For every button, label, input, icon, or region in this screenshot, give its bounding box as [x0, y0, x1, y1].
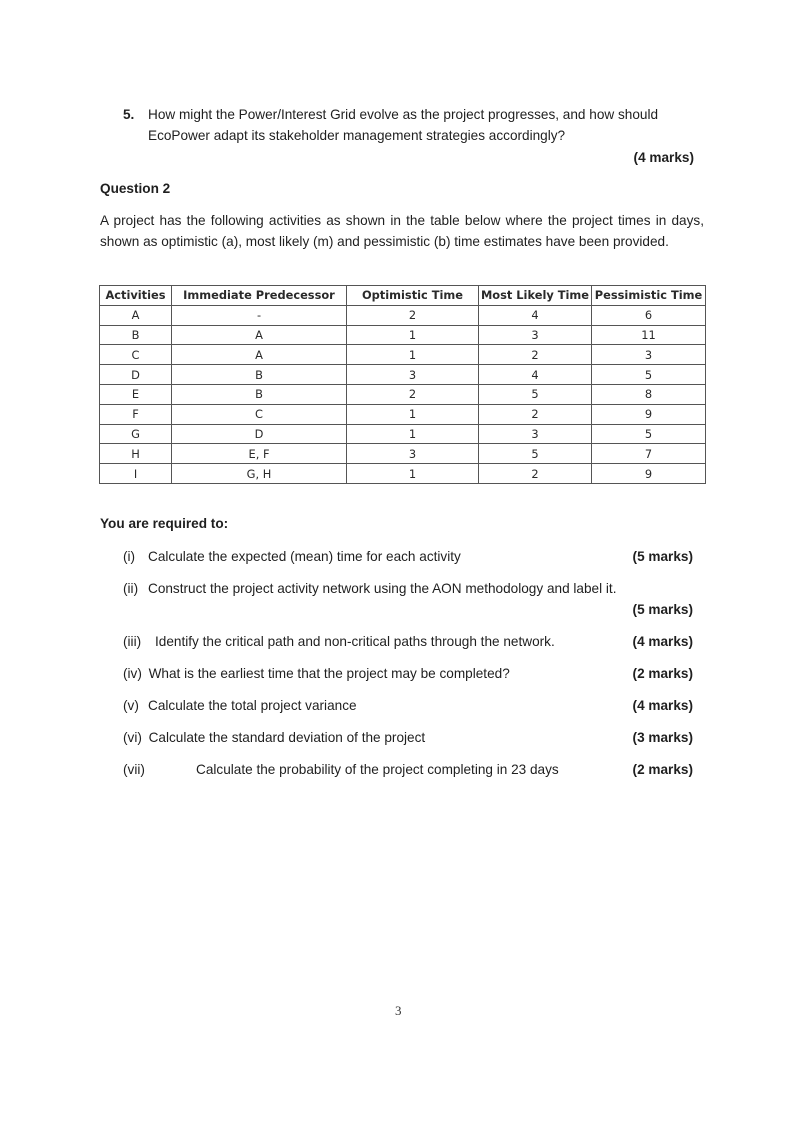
task-label: (i)	[123, 549, 136, 564]
table-cell: 4	[479, 365, 592, 385]
task-label: (iii)	[123, 634, 142, 649]
table-cell: 3	[592, 345, 706, 365]
table-cell: D	[100, 365, 172, 385]
task-marks: (4 marks)	[632, 634, 693, 649]
table-cell: 3	[347, 444, 479, 464]
table-cell: B	[172, 384, 347, 404]
task-text: Construct the project activity network using the AON methodology and label it.	[148, 581, 617, 596]
table-cell: 5	[592, 424, 706, 444]
table-row	[100, 424, 706, 444]
table-cell: G, H	[172, 464, 347, 484]
task-text: What is the earliest time that the project may be completed?	[148, 666, 510, 681]
task-marks: (4 marks)	[632, 698, 693, 713]
table-row	[100, 464, 706, 484]
table-cell: 2	[479, 464, 592, 484]
table-cell: F	[100, 404, 172, 424]
task-label: (vii)	[123, 762, 145, 777]
table-cell: G	[100, 424, 172, 444]
page-number: 3	[395, 1003, 402, 1018]
column-header: Most Likely Time	[479, 286, 592, 306]
table-cell: A	[172, 345, 347, 365]
table-cell: I	[100, 464, 172, 484]
required-heading: You are required to:	[100, 516, 229, 531]
task-marks: (3 marks)	[632, 730, 693, 745]
table-cell: 7	[592, 444, 706, 464]
table-cell: 1	[347, 325, 479, 345]
table-row	[100, 444, 706, 464]
task-text: Calculate the total project variance	[148, 698, 357, 713]
task-marks: (5 marks)	[632, 602, 693, 617]
table-cell: C	[172, 404, 347, 424]
column-header: Pessimistic Time	[592, 286, 706, 306]
table-cell: 4	[479, 305, 592, 325]
table-cell: A	[172, 325, 347, 345]
table-cell: 3	[347, 365, 479, 385]
task-text: Identify the critical path and non-critical paths through the network.	[155, 634, 555, 649]
task-text: Calculate the probability of the project completing in 23 days	[196, 762, 559, 777]
task-marks: (2 marks)	[632, 666, 693, 681]
table-cell: 3	[479, 325, 592, 345]
table-cell: B	[172, 365, 347, 385]
table-cell: D	[172, 424, 347, 444]
table-row	[100, 305, 706, 325]
table-cell: E	[100, 384, 172, 404]
table-row	[100, 325, 706, 345]
table-cell: 1	[347, 424, 479, 444]
column-header: Immediate Predecessor	[172, 286, 347, 306]
table-cell: 2	[479, 345, 592, 365]
table-cell: H	[100, 444, 172, 464]
table-cell: -	[172, 305, 347, 325]
table-row	[100, 384, 706, 404]
question-2-intro: A project has the following activities as shown in the table below where the project times in days, shown as optimistic (a), most likely (m) and pessimistic (b) time estimates have been provided.	[100, 213, 704, 249]
table-cell: 2	[347, 305, 479, 325]
table-header-row	[100, 286, 706, 306]
column-header: Activities	[100, 286, 172, 306]
table-cell: 1	[347, 345, 479, 365]
task-label: (ii)	[123, 581, 139, 596]
table-cell: 5	[592, 365, 706, 385]
question-2-heading: Question 2	[100, 181, 171, 196]
table-cell: E, F	[172, 444, 347, 464]
table-cell: 2	[347, 384, 479, 404]
question-number: 5.	[123, 107, 135, 122]
question-5-marks: (4 marks)	[633, 150, 694, 165]
table-cell: 5	[479, 444, 592, 464]
question-5	[123, 104, 708, 146]
task-label: (vi)	[123, 730, 142, 745]
table-cell: 9	[592, 404, 706, 424]
table-row	[100, 345, 706, 365]
table-cell: A	[100, 305, 172, 325]
table-cell: B	[100, 325, 172, 345]
table-cell: 8	[592, 384, 706, 404]
task-text: Calculate the standard deviation of the project	[148, 730, 426, 745]
table-cell: 1	[347, 464, 479, 484]
task-label: (iv)	[123, 666, 142, 681]
table-row	[100, 404, 706, 424]
column-header: Optimistic Time	[347, 286, 479, 306]
question-text: How might the Power/Interest Grid evolve as the project progresses, and how should EcoPower adapt its stakeholder management strategies accordingly?	[148, 107, 659, 143]
table-cell: 1	[347, 404, 479, 424]
table-cell: 3	[479, 424, 592, 444]
table-cell: 6	[592, 305, 706, 325]
task-text: Calculate the expected (mean) time for each activity	[148, 549, 461, 564]
table-cell: 9	[592, 464, 706, 484]
table-cell: 11	[592, 325, 706, 345]
table-row	[100, 365, 706, 385]
task-marks: (2 marks)	[632, 762, 693, 777]
task-label: (v)	[123, 698, 139, 713]
table-cell: 2	[479, 404, 592, 424]
task-marks: (5 marks)	[632, 549, 693, 564]
table-cell: C	[100, 345, 172, 365]
activity-table	[99, 285, 706, 484]
table-cell: 5	[479, 384, 592, 404]
